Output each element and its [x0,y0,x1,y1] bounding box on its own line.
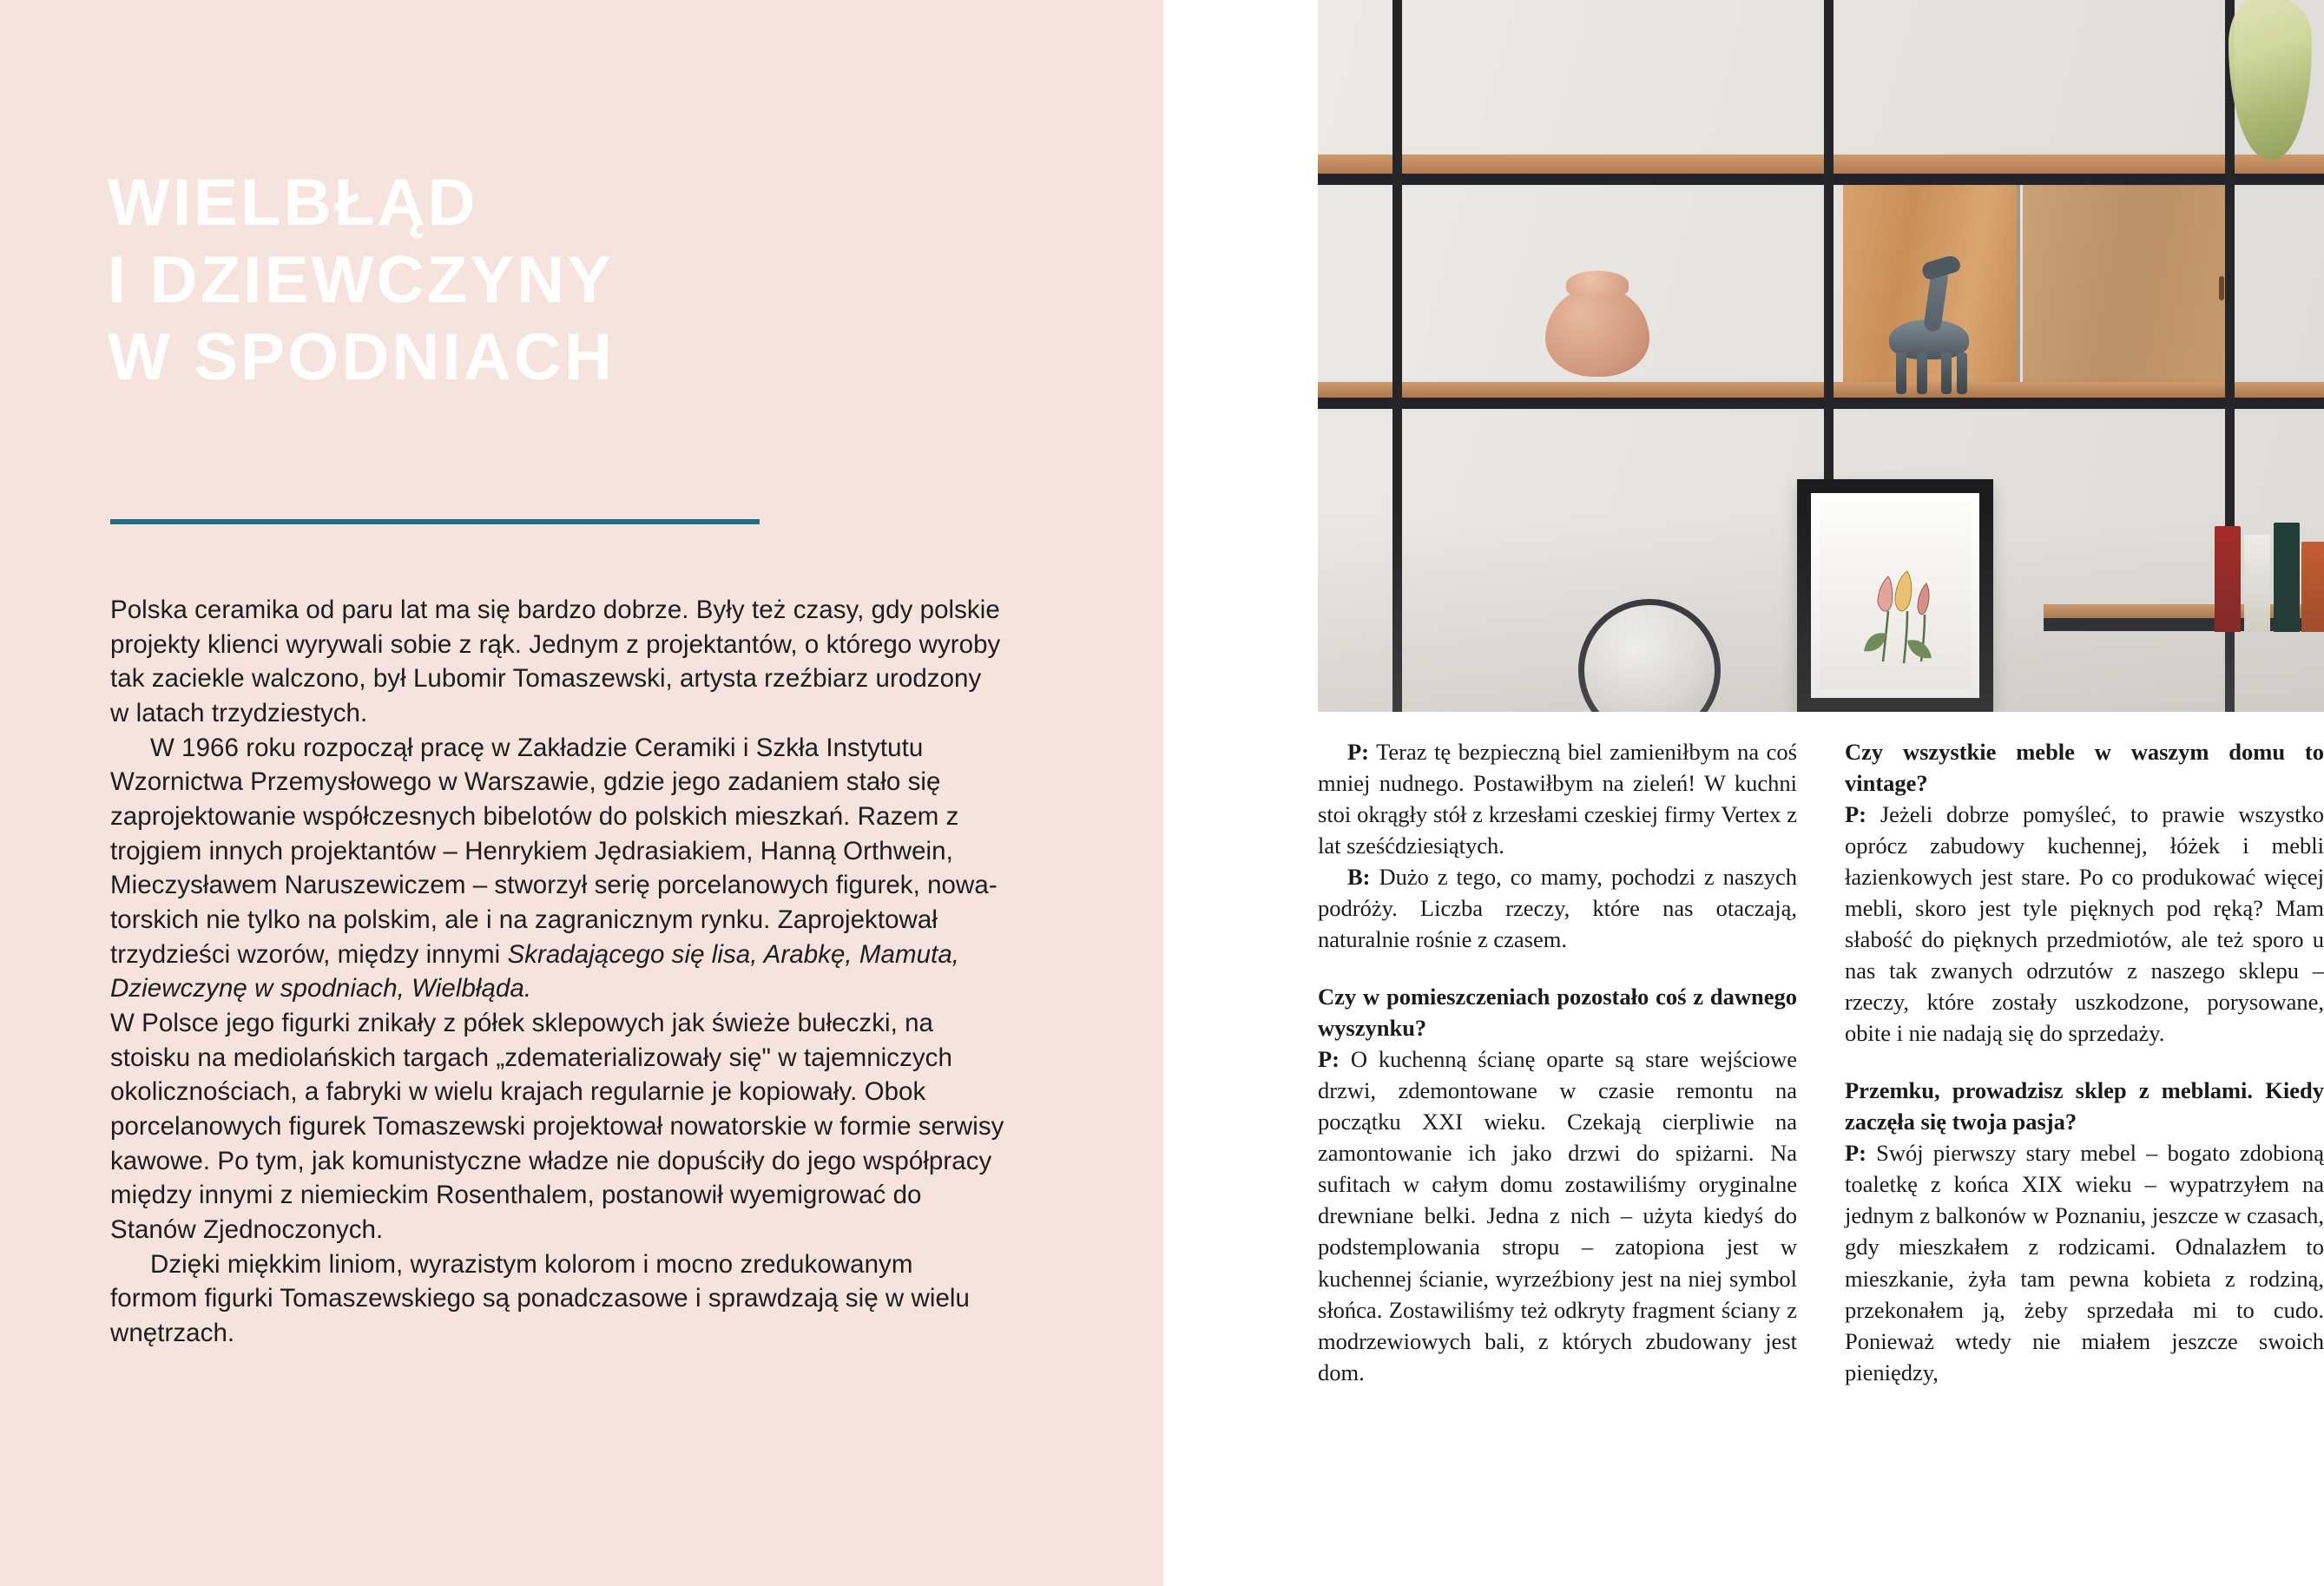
intro-body-text [110,593,1004,1351]
page-title [108,165,889,397]
answer-block [1318,861,1797,955]
answer-text: Swój pierwszy stary mebel – bogato zdobioną toaletkę z końca XIX wieku – wypatrzyłem na jednym z balkonów w Poznaniu, jeszcze w czasach, gdy mieszkałem z rodzicami. Odnalazłem to mieszkanie, żyła tam pewna kobieta z rodziną, przekonałem ją, żeby sprzedała mi to cudo. Ponieważ wtedy nie miałem jeszcze swoich pieniędzy, [1845,1140,2324,1385]
headline-line-2: I DZIEWCZYNY [108,242,615,317]
speaker-label: P: [1845,1140,1867,1167]
interview-columns [1318,736,2324,1483]
shelf-board-top [1318,155,2324,174]
answer-text: Jeżeli dobrze pomyśleć, to prawie wszystko oprócz zabudowy kuchennej, łóżek i mebli łazienkowych jest stare. Po co produkować więcej mebli, skoro jest tyle pięknych pod ręką? Mam słabość do pięknych przedmiotów, ale też sporo u nas tak zwanych odrzutów z naszego sklepu – rzeczy, które zostały uszkodzone, porysowane, obite i nie nadają się do sprzedaży. [1845,801,2324,1047]
shelf-rail-top [1318,174,2324,185]
intro-paragraph-2 [110,731,1004,1006]
answer-text: O kuchenną ścianę oparte są stare wejściowe drzwi, zdemontowane w czasie remontu na początku XXI wieku. Czekają cierpliwie na zamontowanie ich jako drzwi do spiżarni. Na sufitach w całym domu zostawiliśmy oryginalne drewniane belki. Jedna z nich – użyta kiedyś do podstemplowania stropu – zatopiona jest w kuchennej ścianie, wyrzeźbiony jest na niej symbol słońca. Zostawiliśmy też odkryty fragment ściany z modrzewiowych bali, z których zbudowany jest dom. [1318,1046,1797,1385]
figurine-titles: Skradającego się lisa, Arabkę, Mamuta, Dziewczynę w spodniach, Wielbłąda. [110,939,960,1004]
camel-leg [1941,352,1952,394]
answer-block [1318,1043,1797,1387]
intro-paragraph-3: W Polsce jego figurki znikały z półek sklepowych jak świeże bułeczki, na stoisku na mediolańskich targach „zdematerializowały się" w tajemniczych okolicznościach, a fabryki w wielu krajach regularnie je kopiowały. Obok porcelanowych figurek Tomaszewski projektował nowatorskie w formie serwisy kawowe. Po tym, jak komunistyczne władze nie dopuściły do jego współpracy między innymi z niemieckim Rosenthalem, postanowił wyemigrować do Stanów Zjednoczonych. [110,1009,1004,1245]
question-heading: Czy w pomieszczeniach pozostało coś z dawnego wyszynku? [1318,984,1797,1042]
headline-line-1: WIELBŁĄD [108,166,478,240]
speaker-label: P: [1347,739,1370,765]
cabinet-seam [2017,172,2020,398]
headline-divider [110,519,760,524]
answer-text: Teraz tę bezpieczną biel zamieniłbym na coś mniej nudnego. Postawiłbym na zieleń! W kuchni stoi okrągły stół z krzesłami czeskiej firmy Vertex z lat sześćdziesiątych. [1318,739,1797,859]
camel-leg [1896,352,1906,394]
right-page [1163,0,2324,1586]
interview-column-left [1318,736,1797,1483]
headline-line-3: W SPODNIACH [108,319,616,394]
cabinet-handle [2219,276,2224,300]
answer-block [1845,799,2324,1049]
speaker-label: P: [1318,1046,1340,1073]
question-heading: Przemku, prowadzisz sklep z meblami. Kiedy zaczęła się twoja pasja? [1845,1077,2324,1135]
photo-shadow [1318,512,2324,712]
interior-photo [1318,0,2324,712]
camel-leg [1957,352,1967,394]
shelf-rail-middle [1318,398,2324,409]
intro-paragraph-1: Polska ceramika od paru lat ma się bardzo dobrze. Były też czasy, gdy polskie projekty klienci wyrywali sobie z rąk. Jednym z projektantów, o którego wyroby tak zaciekle walczono, był Lubomir Tomaszewski, artysta rzeźbiarz urodzony w latach trzydziestych. [110,596,1001,728]
interview-column-right [1845,736,2324,1483]
camel-leg [1917,352,1927,394]
intro-paragraph-2-text: W 1966 roku rozpoczął pracę w Zakładzie Ceramiki i Szkła Instytutu Wzornictwa Przemysłowego w Warszawie, gdzie jego zadaniem stało się zaprojektowanie współczesnych bibelotów do polskich mieszkań. Razem z trojgiem innych projektantów – Henrykiem Jędrasiakiem, Hanną Orthwein, Mieczysławem Naruszewiczem – stworzył serię porcelanowych figurek, nowatorskich nie tylko na polskim, ale i na zagranicznym rynku. Zaprojektował trzydzieści wzorów, między innymi [110,733,997,969]
shelf-board-middle [1318,382,2324,399]
answer-block [1845,1137,2324,1387]
intro-paragraph-4: Dzięki miękkim liniom, wyrazistym kolorom i mocno zredukowanym formom figurki Tomaszewskiego są ponadczasowe i sprawdzają się w wielu wnętrzach. [110,1249,970,1348]
answer-text: Dużo z tego, co mamy, pochodzi z naszych podróży. Liczba rzeczy, które nas otaczają, naturalnie rośnie z czasem. [1318,864,1797,953]
answer-block [1318,736,1797,861]
wood-cabinet-right [2023,172,2231,398]
speaker-label: B: [1347,864,1371,891]
question-heading: Czy wszystkie meble w waszym domu to vintage? [1845,739,2324,797]
speaker-label: P: [1845,801,1867,828]
ceramic-pot-lid [1566,271,1629,297]
camel-figurine [1873,253,1978,392]
